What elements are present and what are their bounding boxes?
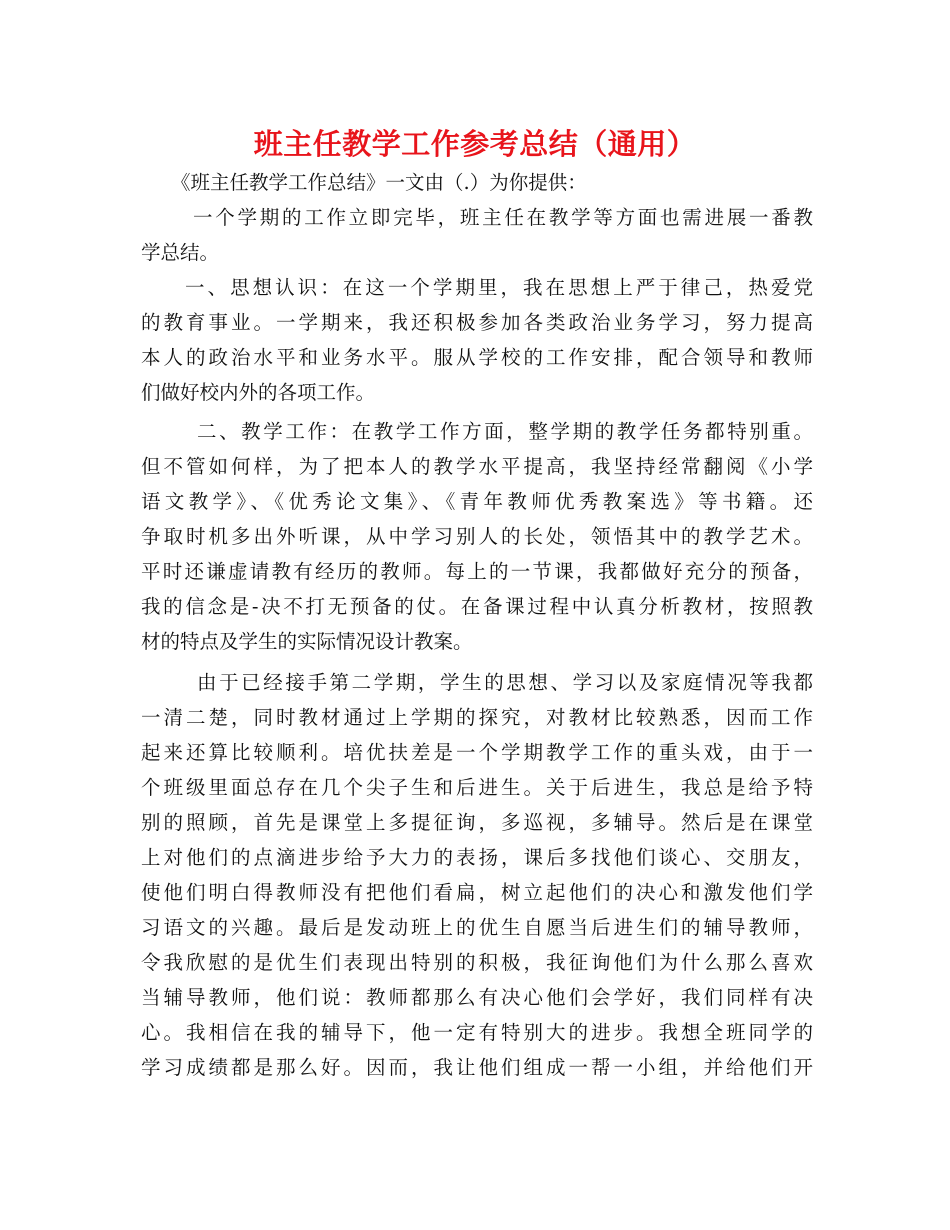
text-line: 起来还算比较顺利。培优扶差是一个学期教学工作的重头戏，由于一 [141, 741, 813, 764]
text-line: 个班级里面总存在几个尖子生和后进生。关于后进生，我总是给予特 [141, 776, 813, 799]
ideology-paragraph [141, 270, 813, 410]
text-line: 令我欣慰的是优生们表现出特别的积极，我征询他们为什么那么喜欢 [141, 951, 813, 974]
text-line: 平时还谦虚请教有经历的教师。每上的一节课，我都做好充分的预备， [141, 560, 813, 583]
text-line: 《班主任教学工作总结》一文由（.）为你提供： [171, 171, 587, 194]
text-line: 本人的政治水平和业务水平。服从学校的工作安排，配合领导和教师 [141, 346, 813, 369]
text-line: 争取时机多出外听课，从中学习别人的长处，领悟其中的教学艺术。 [141, 525, 813, 548]
text-line: 一、思想认识：在这一个学期里，我在思想上严于律己，热爱党 [185, 276, 813, 299]
text-line: 心。我相信在我的辅导下，他一定有特别大的进步。我想全班同学的 [141, 1021, 813, 1044]
intro-paragraph [141, 165, 813, 200]
text-line: 由于已经接手第二学期，学生的思想、学习以及家庭情况等我都 [197, 671, 813, 694]
text-line: 一清二楚，同时教材通过上学期的探究，对教材比较熟悉，因而工作 [141, 706, 813, 729]
text-line: 们做好校内外的各项工作。 [141, 381, 376, 404]
text-line: 我的信念是-决不打无预备的仗。在备课过程中认真分析教材，按照教 [141, 595, 813, 618]
text-line: 学习成绩都是那么好。因而，我让他们组成一帮一小组，并给他们开 [141, 1056, 813, 1079]
text-line: 上对他们的点滴进步给予大力的表扬，课后多找他们谈心、交朋友， [141, 846, 813, 869]
text-line: 当辅导教师，他们说：教师都那么有决心他们会学好，我们同样有决 [141, 986, 813, 1009]
text-line: 语文教学》、《优秀论文集》、《青年教师优秀教案选》等书籍。还 [141, 490, 813, 513]
text-line: 二、教学工作：在教学工作方面，整学期的教学任务都特别重。 [197, 420, 813, 443]
opening-paragraph [141, 200, 813, 270]
text-line: 但不管如何样，为了把本人的教学水平提高，我坚持经常翻阅《小学 [141, 455, 813, 478]
text-line: 使他们明白得教师没有把他们看扁，树立起他们的决心和激发他们学 [141, 881, 813, 904]
students-paragraph [141, 665, 813, 1085]
teaching-paragraph [141, 414, 813, 659]
text-line: 的教育事业。一学期来，我还积极参加各类政治业务学习，努力提高 [141, 311, 813, 334]
text-line: 别的照顾，首先是课堂上多提征询，多巡视，多辅导。然后是在课堂 [141, 811, 813, 834]
text-line: 一个学期的工作立即完毕，班主任在教学等方面也需进展一番教 [193, 206, 813, 229]
document-title: 班主任教学工作参考总结（通用） [253, 127, 697, 161]
text-line: 学总结。 [141, 241, 220, 264]
text-line: 材的特点及学生的实际情况设计教案。 [141, 630, 473, 653]
text-line: 习语文的兴趣。最后是发动班上的优生自愿当后进生们的辅导教师， [141, 916, 813, 939]
